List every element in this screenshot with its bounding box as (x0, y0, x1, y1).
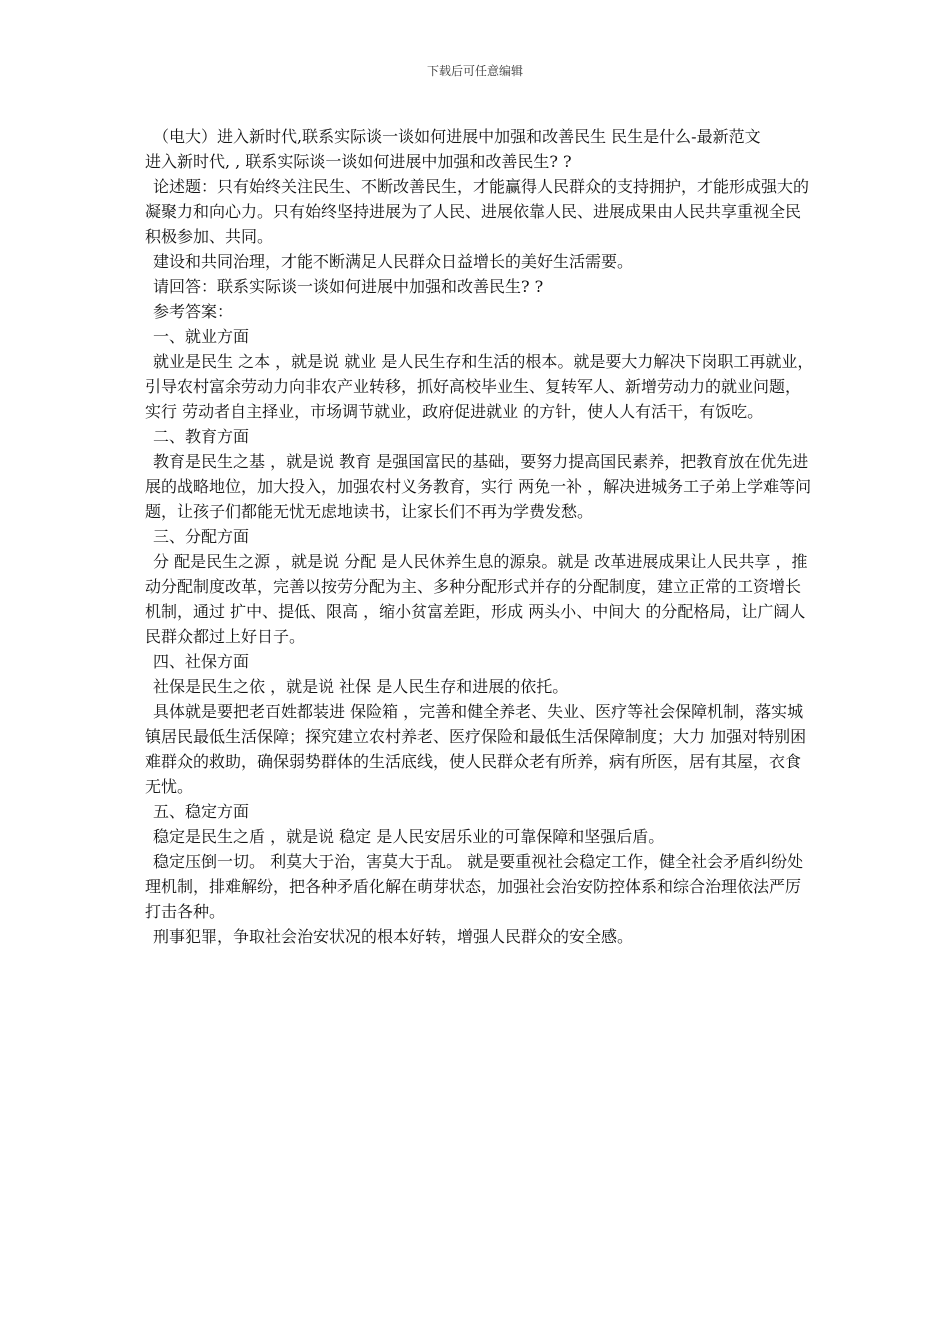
paragraph: 具体就是要把老百姓都装进 保险箱 ，完善和健全养老、失业、医疗等社会保障机制，落实城镇居民最低生活保障；探究建立农村养老、医疗保险和最低生活保障制度；大力 加强对特别困难群众的救助，确保弱势群体的生活底线，使人民群众老有所养，病有所医，居有其屋，衣食无忧。 (145, 702, 807, 796)
section-heading: 一、就业方面 (153, 327, 250, 346)
section-heading: 二、教育方面 (153, 427, 250, 446)
paragraph: 分 配是民生之源 ，就是说 分配 是人民休养生息的源泉。就是 改革进展成果让人民共享 ，推动分配制度改革，完善以按劳分配为主、多种分配形式并存的分配制度，建立正常的工资增长机制，通过 扩中、提低、限高 ，缩小贫富差距，形成 两头小、中间大 的分配格局，让广阔人民群众都过上好日子。 (145, 552, 808, 646)
page-header: 下载后可任意编辑 (426, 64, 523, 78)
paragraph: 稳定压倒一切。 利莫大于治，害莫大于乱。 就是要重视社会稳定工作，健全社会矛盾纠纷处理机制，排难解纷，把各种矛盾化解在萌芽状态，加强社会治安防控体系和综合治理依法严厉打击各种。 (145, 852, 804, 921)
document-body (145, 124, 815, 949)
paragraph: 建设和共同治理，才能不断满足人民群众日益增长的美好生活需要。 (153, 252, 634, 271)
document-title: （电大）进入新时代,联系实际谈一谈如何进展中加强和改善民生 民生是什么-最新范文 (153, 127, 761, 146)
paragraph: 刑事犯罪，争取社会治安状况的根本好转，增强人民群众的安全感。 (153, 927, 634, 946)
paragraph: 论述题：只有始终关注民生、不断改善民生，才能赢得人民群众的支持拥护，才能形成强大的凝聚力和向心力。只有始终坚持进展为了人民、进展依靠人民、进展成果由人民共享重视全民积极参加、共同。 (145, 177, 810, 246)
section-heading: 三、分配方面 (153, 527, 250, 546)
section-heading: 四、社保方面 (153, 652, 250, 671)
paragraph: 稳定是民生之盾 ，就是说 稳定 是人民安居乐业的可靠保障和坚强后盾。 (153, 827, 665, 846)
paragraph: 请回答：联系实际谈一谈如何进展中加强和改善民生? ? (153, 277, 544, 296)
paragraph: 就业是民生 之本 ，就是说 就业 是人民生存和生活的根本。就是要大力解决下岗职工再就业，引导农村富余劳动力向非农产业转移，抓好高校毕业生、复转军人、新增劳动力的就业问题，实行 劳动者自主择业，市场调节就业，政府促进就业 的方针，使人人有活干，有饭吃。 (145, 352, 814, 421)
paragraph: 社保是民生之依 ，就是说 社保 是人民生存和进展的依托。 (153, 677, 569, 696)
paragraph: 参考答案： (153, 302, 234, 321)
section-heading: 五、稳定方面 (153, 802, 250, 821)
paragraph: 进入新时代, , 联系实际谈一谈如何进展中加强和改善民生? ? (145, 152, 572, 171)
paragraph: 教育是民生之基 ，就是说 教育 是强国富民的基础，要努力提高国民素养，把教育放在优先进展的战略地位，加大投入，加强农村义务教育，实行 两免一补 ，解决进城务工子弟上学难等问题，让孩子们都能无忧无虑地读书，让家长们不再为学费发愁。 (145, 452, 812, 521)
